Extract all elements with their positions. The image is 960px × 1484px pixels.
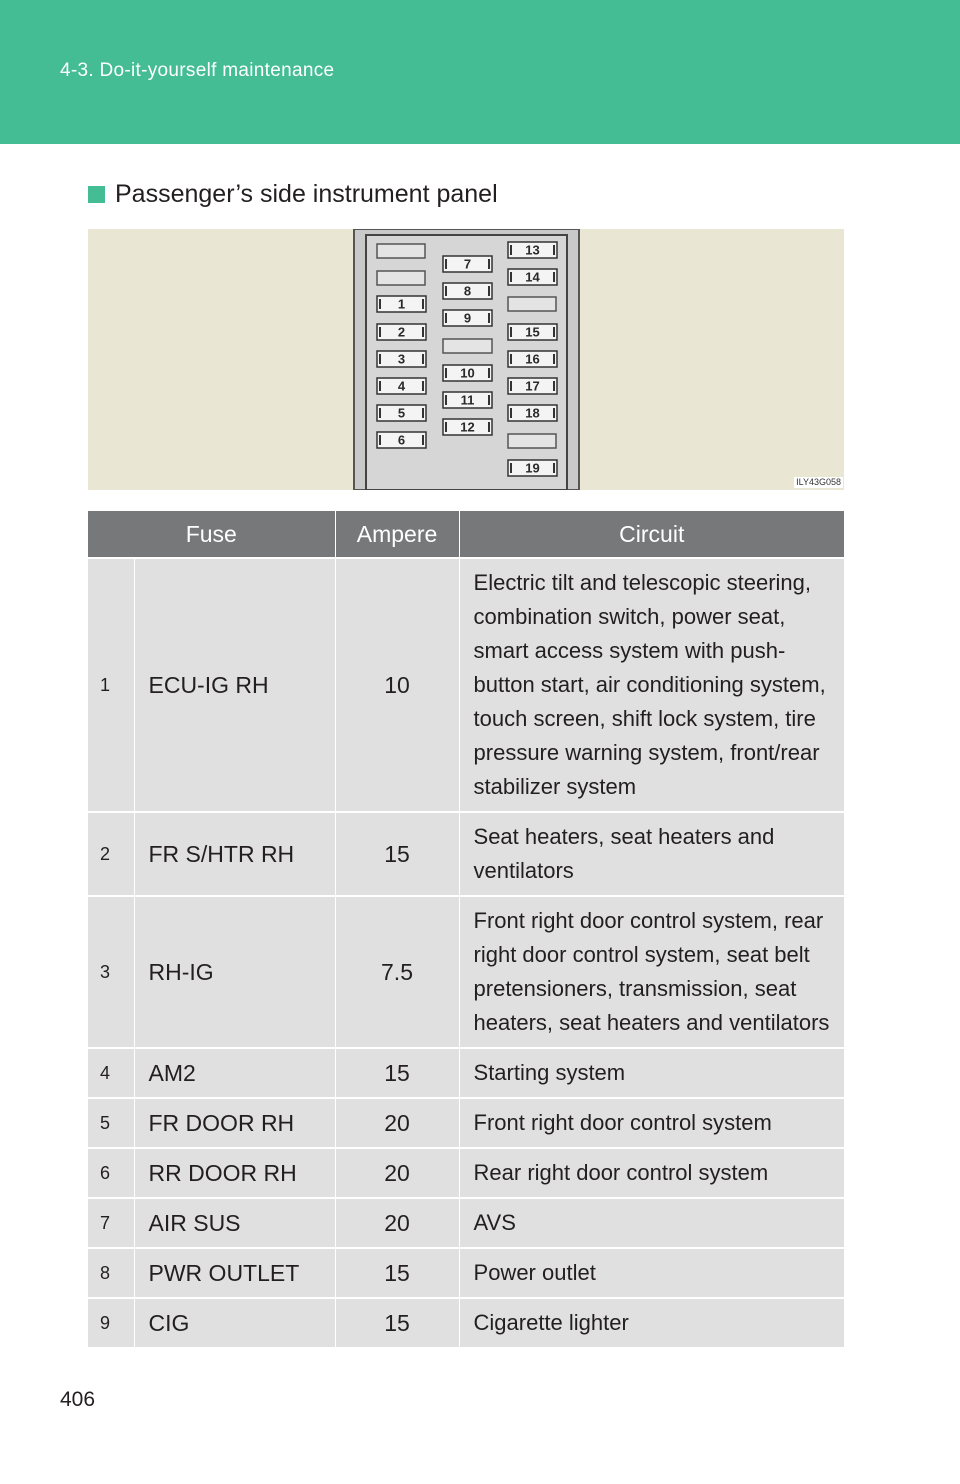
fuse-number: 9	[88, 1298, 134, 1347]
empty-slot	[508, 434, 556, 448]
table-row	[88, 1198, 844, 1248]
fuse-box-illustration	[88, 229, 844, 490]
fuse-slot-label: 14	[525, 269, 540, 285]
empty-slot	[508, 297, 556, 311]
fuse-slot-label: 5	[397, 405, 406, 421]
table-row	[88, 1248, 844, 1298]
empty-slot	[377, 271, 425, 285]
fuse-slot-7	[443, 256, 492, 272]
table-row	[88, 1298, 844, 1347]
fuse-slot-label: 17	[525, 378, 540, 394]
table-row	[88, 1048, 844, 1098]
fuse-slot-label: 4	[397, 378, 406, 394]
fuse-slot-9	[443, 310, 492, 326]
fuse-ampere: 15	[335, 1248, 459, 1298]
fuse-slot-10	[443, 365, 492, 381]
fuse-slot-13	[508, 242, 557, 258]
fuse-slot-6	[377, 432, 426, 448]
fuse-name: CIG	[134, 1298, 335, 1347]
table-row	[88, 896, 844, 1048]
fuse-ampere: 10	[335, 558, 459, 812]
fuse-slot-1	[377, 296, 426, 312]
table-row	[88, 558, 844, 812]
fuse-ampere: 15	[335, 1048, 459, 1098]
fuse-table	[88, 511, 844, 1347]
empty-slot	[377, 244, 425, 258]
fuse-slot-5	[377, 405, 426, 421]
fuse-number: 3	[88, 896, 134, 1048]
fuse-circuit: Power outlet	[459, 1248, 844, 1298]
fuse-slot-label: 19	[525, 460, 540, 476]
fuse-circuit: Cigarette lighter	[459, 1298, 844, 1347]
empty-slot	[443, 339, 492, 353]
fuse-slot-label: 9	[463, 310, 472, 326]
square-bullet-icon	[88, 186, 105, 203]
chapter-title: 4-3. Do-it-yourself maintenance	[60, 60, 335, 81]
fuse-circuit: Seat heaters, seat heaters and ventilators	[459, 812, 844, 896]
fuse-slot-label: 1	[397, 296, 406, 312]
section-heading	[88, 180, 498, 209]
fuse-name: RH-IG	[134, 896, 335, 1048]
fuse-circuit: Front right door control system, rear right door control system, seat belt pretensioners, transmission, seat heaters, seat heaters and ventilators	[459, 896, 844, 1048]
fuse-name: FR S/HTR RH	[134, 812, 335, 896]
fuse-slot-label: 15	[525, 324, 540, 340]
image-code: ILY43G058	[796, 477, 841, 487]
fuse-ampere: 20	[335, 1098, 459, 1148]
fuse-circuit: Rear right door control system	[459, 1148, 844, 1198]
fuse-slot-label: 2	[397, 324, 406, 340]
fuse-slot-2	[377, 324, 426, 340]
fuse-slot-15	[508, 324, 557, 340]
fuse-slot-3	[377, 351, 426, 367]
table-row	[88, 812, 844, 896]
fuse-slot-19	[508, 460, 557, 476]
header-circuit: Circuit	[459, 511, 844, 558]
fuse-slot-label: 11	[460, 392, 475, 408]
fuse-number: 5	[88, 1098, 134, 1148]
fuse-circuit: Front right door control system	[459, 1098, 844, 1148]
table-header-row	[88, 511, 844, 558]
fuse-slot-label: 13	[525, 242, 540, 258]
fuse-name: ECU-IG RH	[134, 558, 335, 812]
fuse-slot-label: 18	[525, 405, 540, 421]
fuse-number: 4	[88, 1048, 134, 1098]
fuse-ampere: 7.5	[335, 896, 459, 1048]
fuse-slot-label: 16	[525, 351, 540, 367]
table-row	[88, 1098, 844, 1148]
fuse-slot-11	[443, 392, 492, 408]
fuse-number: 8	[88, 1248, 134, 1298]
header-fuse: Fuse	[88, 511, 335, 558]
fuse-number: 2	[88, 812, 134, 896]
fuse-slot-label: 8	[463, 283, 472, 299]
fuse-name: AM2	[134, 1048, 335, 1098]
fuse-number: 6	[88, 1148, 134, 1198]
fuse-slot-label: 12	[460, 419, 475, 435]
chapter-header-band	[0, 0, 960, 144]
fuse-circuit: Electric tilt and telescopic steering, combination switch, power seat, smart access system with push-button start, air conditioning system, touch screen, shift lock system, tire pressure warning system, front/rear stabilizer system	[459, 558, 844, 812]
fuse-slot-label: 6	[397, 432, 406, 448]
fuse-slot-14	[508, 269, 557, 285]
fuse-slot-16	[508, 351, 557, 367]
header-ampere: Ampere	[335, 511, 459, 558]
fuse-number: 7	[88, 1198, 134, 1248]
fuse-ampere: 15	[335, 812, 459, 896]
fuse-ampere: 20	[335, 1148, 459, 1198]
fuse-ampere: 15	[335, 1298, 459, 1347]
fuse-slot-8	[443, 283, 492, 299]
fuse-circuit: Starting system	[459, 1048, 844, 1098]
fuse-slot-17	[508, 378, 557, 394]
fuse-name: AIR SUS	[134, 1198, 335, 1248]
fuse-number: 1	[88, 558, 134, 812]
fuse-slot-18	[508, 405, 557, 421]
page-number: 406	[60, 1388, 96, 1411]
section-heading-text: Passenger’s side instrument panel	[115, 180, 498, 208]
fuse-circuit: AVS	[459, 1198, 844, 1248]
fuse-slot-4	[377, 378, 426, 394]
fuse-slot-label: 7	[463, 256, 472, 272]
fuse-name: PWR OUTLET	[134, 1248, 335, 1298]
fuse-slot-label: 3	[397, 351, 406, 367]
table-row	[88, 1148, 844, 1198]
fuse-name: RR DOOR RH	[134, 1148, 335, 1198]
fuse-ampere: 20	[335, 1198, 459, 1248]
fuse-name: FR DOOR RH	[134, 1098, 335, 1148]
fuse-slot-label: 10	[460, 365, 475, 381]
fuse-slot-12	[443, 419, 492, 435]
fuse-box-diagram	[88, 229, 844, 490]
